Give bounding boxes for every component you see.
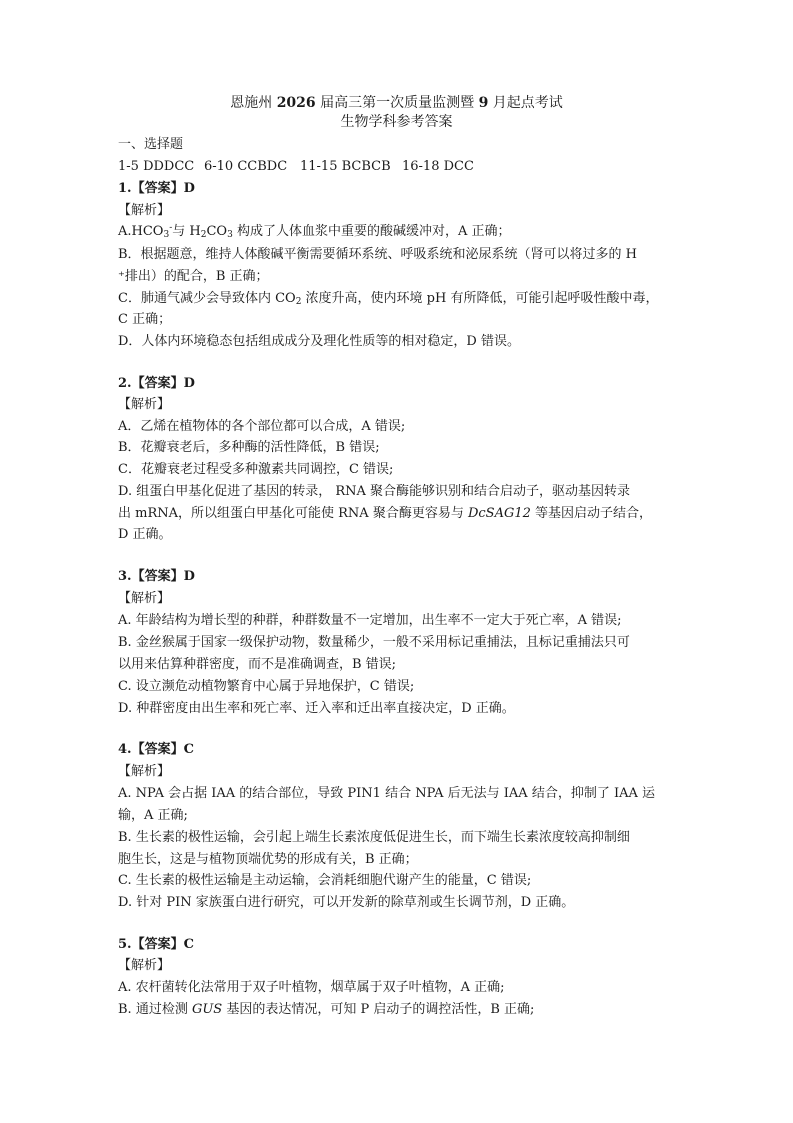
gene-name: GUS (191, 1002, 223, 1017)
q2-option-c: C．花瓣衰老过程受多种激素共同调控，C 错误; (118, 462, 394, 477)
q4-option-b-line1: B. 生长素的极性运输，会引起上端生长素浓度低促进生长，而下端生长素浓度较高抑制细 (118, 830, 630, 845)
q1-option-b-line2: ⁺排出）的配合，B 正确； (118, 269, 269, 284)
q4-option-c: C. 生长素的极性运输是主动运输，会消耗细胞代谢产生的能量，C 错误; (118, 873, 532, 888)
q5-option-a: A. 农杆菌转化法常用于双子叶植物，烟草属于双子叶植物，A 正确; (118, 980, 505, 995)
q4-option-a-line1: A. NPA 会占据 IAA 的结合部位，导致 PIN1 结合 NPA 后无法与 IAA 结合，抑制了 IAA 运 (118, 786, 656, 801)
title-month: 9 (478, 95, 489, 111)
text-run: 浓度升高，使内环境 pH 有所降低，可能引起呼吸性酸中毒， (301, 291, 659, 306)
q2-analysis-label: 【解析】 (118, 397, 171, 412)
q1-option-c-line2: C 正确； (118, 312, 172, 327)
answer-key-group: 11-15 BCBCB (300, 159, 391, 174)
subscript: 3 (163, 230, 170, 240)
answer-label: 【答案】D (131, 376, 195, 391)
q3-option-a: A. 年龄结构为增长型的种群，种群数量不一定增加，出生率不一定大于死亡率，A 错误; (118, 613, 622, 628)
q2-answer-heading (118, 375, 688, 393)
q3-answer-heading (118, 568, 688, 586)
q2-option-d-line3: D 正确。 (118, 527, 172, 542)
question-number: 5. (118, 937, 132, 952)
subscript: 2 (200, 230, 207, 240)
text-run: 出 mRNA，所以组蛋白甲基化可能使 RNA 聚合酶更容易与 (118, 506, 468, 521)
title-year: 2026 (276, 95, 316, 111)
q4-option-b-line2: 胞生长，这是与植物顶端优势的形成有关，B 正确； (118, 852, 418, 867)
q1-option-d: D．人体内环境稳态包括组成成分及理化性质等的相对稳定，D 错误。 (118, 334, 520, 349)
q3-option-b-line1: B. 金丝猴属于国家一级保护动物，数量稀少，一般不采用标记重捕法，且标记重捕法只可 (118, 635, 630, 650)
question-number: 1. (118, 181, 132, 196)
q4-option-d: D. 针对 PIN 家族蛋白进行研究，可以开发新的除草剂或生长调节剂，D 正确。 (118, 895, 575, 910)
page-subtitle: 生物学科参考答案 (340, 114, 453, 130)
title-text: 月起点考试 (488, 95, 563, 111)
q1-option-c (118, 290, 688, 308)
answer-key-row (118, 158, 688, 176)
text-run: C．肺通气减少会导致体内 CO (118, 291, 296, 306)
subscript: 3 (227, 230, 233, 240)
q4-option-a-line2: 输，A 正确; (118, 808, 188, 823)
q3-analysis-label: 【解析】 (118, 591, 171, 606)
section-heading: 一、选择题 (118, 137, 184, 152)
text-run: 基因的表达情况，可知 P 启动子的调控活性，B 正确; (222, 1002, 535, 1017)
q2-option-a: A．乙烯在植物体的各个部位都可以合成，A 错误; (118, 419, 406, 434)
answer-key-group: 16-18 DCC (402, 159, 474, 174)
answer-key-group: 1-5 DDDCC (118, 159, 195, 174)
page-title (0, 94, 793, 112)
answer-label: 【答案】C (131, 742, 194, 757)
q2-option-d-line1: D. 组蛋白甲基化促进了基因的转录， RNA 聚合酶能够识别和结合启动子，驱动基因转录 (118, 484, 631, 499)
q2-option-b: B．花瓣衰老后，多种酶的活性降低，B 错误; (118, 440, 380, 455)
q1-answer-heading (118, 180, 688, 198)
text-run: B. 通过检测 (118, 1002, 192, 1017)
q3-option-d: D. 种群密度由出生率和死亡率、迁入率和迁出率直接决定，D 正确。 (118, 701, 515, 716)
q1-analysis-label: 【解析】 (118, 203, 171, 218)
q3-option-b-line2: 以用来估算种群密度，而不是准确调查，B 错误; (118, 657, 397, 672)
q2-option-d-line2 (118, 505, 688, 523)
superscript: - (169, 223, 173, 233)
q1-option-a (118, 223, 688, 241)
subscript: 2 (295, 297, 302, 307)
q3-option-c: C. 设立濒危动植物繁育中心属于异地保护，C 错误; (118, 679, 415, 694)
question-number: 4. (118, 742, 132, 757)
title-text: 届高三第一次质量监测暨 (315, 95, 479, 111)
answer-label: 【答案】D (131, 569, 195, 584)
text-run: 与 H (172, 224, 201, 239)
text-run: CO (206, 224, 228, 239)
answer-label: 【答案】D (131, 181, 195, 196)
q4-answer-heading (118, 741, 688, 759)
q1-option-b-line1: B．根据题意，维持人体酸碱平衡需要循环系统、呼吸系统和泌尿系统（肾可以将过多的 H (118, 247, 638, 262)
gene-name: DcSAG12 (467, 506, 531, 521)
q4-analysis-label: 【解析】 (118, 764, 171, 779)
question-number: 3. (118, 569, 132, 584)
text-run: A.HCO (118, 224, 164, 239)
q5-answer-heading (118, 936, 688, 954)
text-run: 等基因启动子结合， (530, 506, 653, 521)
q5-analysis-label: 【解析】 (118, 958, 171, 973)
text-run: 构成了人体血浆中重要的酸碱缓冲对，A 正确； (232, 224, 511, 239)
title-text: 恩施州 (230, 95, 277, 111)
answer-key-group: 6-10 CCBDC (204, 159, 288, 174)
q5-option-b (118, 1001, 688, 1019)
answer-label: 【答案】C (131, 937, 194, 952)
question-number: 2. (118, 376, 132, 391)
